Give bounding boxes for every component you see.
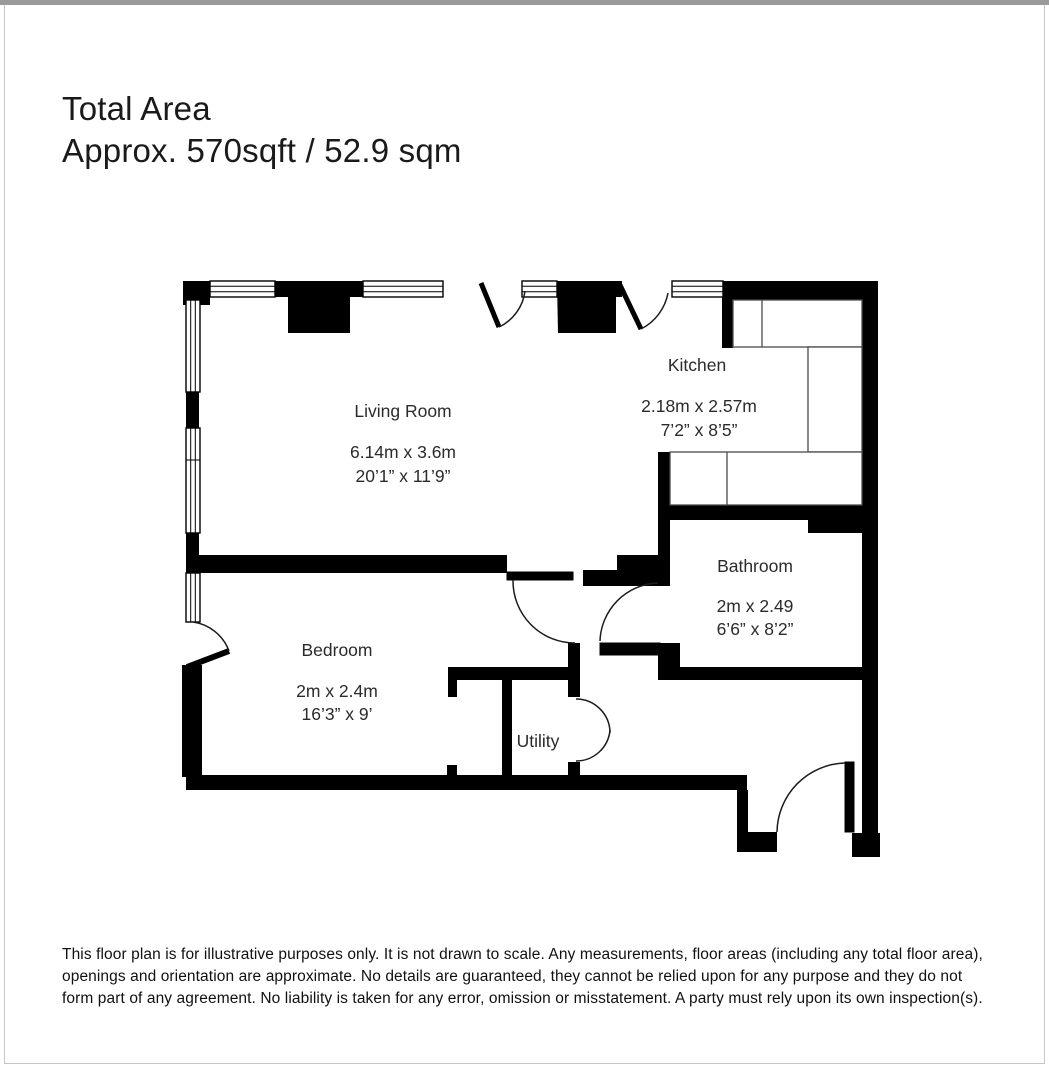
wall-bottom (186, 775, 747, 790)
kitchen-counter-bottom (670, 452, 862, 505)
wall-bathroom-notch (808, 512, 862, 533)
wall-kitchen-left (722, 297, 733, 348)
bathroom-door-leaf (600, 643, 660, 655)
wall-bathroom-bottom (662, 667, 862, 680)
kitchen-counter-right (808, 347, 862, 452)
utility-door-upper-arc (576, 699, 610, 733)
disclaimer-text: This floor plan is for illustrative purposes only. It is not drawn to scale. Any measurements, floor areas (including any total floor area), openings and orientation are approximate. No details are guaranteed, they cannot be relied upon for any purpose and they do not form part of any agreement. No liability is taken for any error, omission or misstatement. A party must rely upon its own inspection(s). (62, 946, 983, 1008)
total-area-value: Approx. 570sqft / 52.9 sqm (62, 132, 462, 169)
wall-utility-left (502, 680, 512, 780)
wall-left-seg-2 (186, 533, 199, 573)
bedroom-metric: 2m x 2.4m (296, 681, 378, 701)
balcony-door-2-arc (641, 293, 668, 329)
bathroom-metric: 2m x 2.49 (716, 596, 794, 616)
balcony-door-2-leaf (619, 283, 641, 329)
bathroom-door-arc (600, 583, 658, 641)
bedroom-label: Bedroom (301, 640, 373, 660)
window-left-3 (186, 573, 200, 622)
utility-label: Utility (516, 731, 560, 751)
kitchen-label: Kitchen (667, 355, 727, 375)
bedroom-door-leaf (507, 572, 573, 580)
balcony-door-1-leaf (481, 283, 499, 327)
bathroom-label: Bathroom (717, 556, 793, 576)
wall-entrance-foot-right (852, 833, 880, 857)
kitchen-imperial: 7’2” x 8’5” (660, 420, 738, 440)
bathroom-imperial: 6’6” x 8’2” (716, 619, 794, 639)
wall-hall-divider (583, 555, 670, 586)
bedroom-left-door-leaf (187, 651, 229, 667)
wall-left-seg-1 (186, 392, 199, 428)
window-top-1 (210, 281, 275, 297)
kitchen-metric: 2.18m x 2.57m (641, 396, 757, 416)
wall-bedroom-divider (199, 555, 507, 573)
living-room-label: Living Room (354, 401, 452, 421)
wall-entrance-foot-left (737, 832, 777, 852)
kitchen-counter-top (733, 300, 862, 347)
living-room-imperial: 20’1” x 11’9” (355, 466, 451, 486)
window-left-1 (186, 300, 200, 392)
balcony-door-1-arc (499, 291, 525, 327)
utility-door-lower-arc (576, 730, 610, 761)
bedroom-left-door-arc (193, 622, 229, 651)
window-top-2 (363, 281, 443, 297)
wall-utility-stub-left (448, 667, 457, 697)
entrance-door-leaf (845, 762, 854, 832)
bedroom-imperial: 16’3” x 9’ (301, 704, 373, 724)
total-area-title: Total Area (62, 90, 211, 127)
bedroom-door-arc (513, 580, 575, 643)
wall-kitchen-top (723, 281, 878, 300)
living-room-metric: 6.14m x 3.6m (349, 442, 457, 462)
wall-pillar-1 (275, 281, 363, 333)
window-left-2 (186, 428, 200, 533)
window-top-4 (672, 281, 723, 297)
window-top-3 (522, 281, 557, 297)
wall-utility-top (448, 667, 570, 680)
room-labels (296, 355, 793, 751)
wall-entrance-left (737, 790, 748, 833)
wall-right (862, 281, 878, 857)
wall-utility-east-upper (568, 643, 580, 697)
wall-pillar-2 (557, 281, 622, 333)
entrance-door-arc (777, 763, 845, 832)
wall-left-bottom (182, 665, 202, 777)
